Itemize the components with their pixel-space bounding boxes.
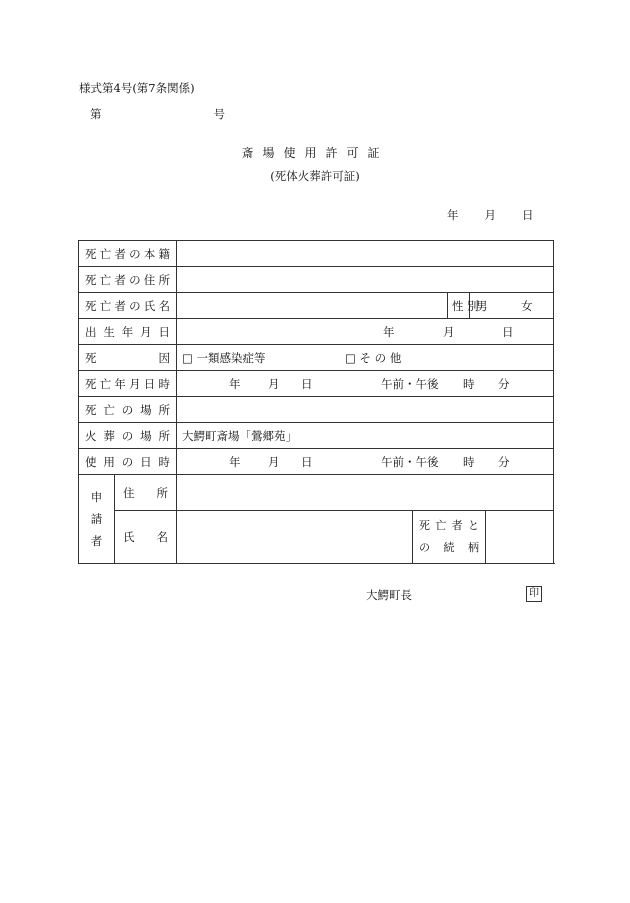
cause-label: 死因 [79, 345, 177, 371]
relationship-label-line-1: 死亡者と [419, 519, 479, 532]
use-year: 年 [229, 454, 241, 469]
mayor-title: 大鰐町長 [366, 588, 412, 602]
row-birth [79, 319, 554, 345]
issue-date [447, 207, 534, 223]
birth-field[interactable] [177, 319, 554, 345]
date-month: 月 [484, 208, 496, 222]
name-label: 死亡者の氏名 [79, 293, 177, 319]
sex-female[interactable]: 女 [521, 298, 533, 313]
death-ampm: 午前・午後 [381, 376, 439, 391]
death-datetime-label: 死亡年月日時 [79, 371, 177, 397]
birth-label: 出生年月日 [79, 319, 177, 345]
permit-form-table [78, 240, 554, 564]
name-field[interactable] [177, 293, 448, 319]
row-applicant-name [79, 511, 554, 564]
birth-month: 月 [443, 324, 455, 339]
document-number-line [90, 106, 225, 122]
relationship-label [413, 511, 486, 564]
date-day: 日 [522, 208, 534, 222]
use-minute: 分 [498, 454, 510, 469]
row-cremation-place [79, 423, 554, 449]
applicant-address-field[interactable] [177, 475, 554, 511]
address-label: 死亡者の住所 [79, 267, 177, 293]
date-year: 年 [447, 208, 459, 222]
cremation-place-value: 大鰐町斎場「鶯郷苑」 [177, 423, 554, 449]
relationship-field[interactable] [486, 511, 554, 564]
use-day: 日 [301, 454, 313, 469]
applicant-name-label: 氏名 [115, 511, 177, 564]
death-year: 年 [229, 376, 241, 391]
sex-label: 性 別 [448, 293, 470, 319]
death-hour: 時 [463, 376, 475, 391]
death-day: 日 [301, 376, 313, 391]
use-datetime-field[interactable] [177, 449, 554, 475]
seal-mark: 印 [526, 586, 542, 602]
cremation-place-label: 火葬の場所 [79, 423, 177, 449]
use-ampm: 午前・午後 [381, 454, 439, 469]
applicant-name-field[interactable] [177, 511, 413, 564]
death-minute: 分 [498, 376, 510, 391]
birth-year: 年 [383, 324, 395, 339]
row-name [79, 293, 554, 319]
row-death-place [79, 397, 554, 423]
domicile-field[interactable] [177, 241, 554, 267]
applicant-label-char-1: 申 [90, 490, 103, 504]
birth-day: 日 [502, 324, 514, 339]
relationship-label-line-2: の 続 柄 [419, 541, 479, 554]
cause-option-infectious[interactable]: □ 一類感染症等 [182, 350, 266, 365]
death-place-field[interactable] [177, 397, 554, 423]
row-use-datetime [79, 449, 554, 475]
applicant-label-char-3: 者 [90, 534, 103, 548]
address-field[interactable] [177, 267, 554, 293]
death-place-label: 死亡の場所 [79, 397, 177, 423]
form-number-label: 様式第4号(第7条関係) [79, 81, 195, 95]
document-subtitle: (死体火葬許可証) [270, 169, 360, 183]
number-prefix: 第 [90, 107, 102, 121]
cause-field [177, 345, 554, 371]
row-address [79, 267, 554, 293]
death-datetime-field[interactable] [177, 371, 554, 397]
applicant-label-char-2: 請 [90, 512, 103, 526]
domicile-label: 死亡者の本籍 [79, 241, 177, 267]
row-domicile [79, 241, 554, 267]
applicant-address-label: 住所 [115, 475, 177, 511]
row-death-datetime [79, 371, 554, 397]
row-cause [79, 345, 554, 371]
applicant-label [79, 475, 115, 564]
use-datetime-label: 使用の日時 [79, 449, 177, 475]
number-suffix: 号 [213, 107, 225, 121]
document-title: 斎場使用許可証 [241, 146, 389, 160]
row-applicant-address [79, 475, 554, 511]
use-month: 月 [268, 454, 280, 469]
cause-option-other[interactable]: □ そ の 他 [345, 350, 402, 365]
sex-male[interactable]: 男 [476, 298, 488, 313]
use-hour: 時 [463, 454, 475, 469]
sex-field[interactable] [470, 293, 554, 319]
death-month: 月 [268, 376, 280, 391]
